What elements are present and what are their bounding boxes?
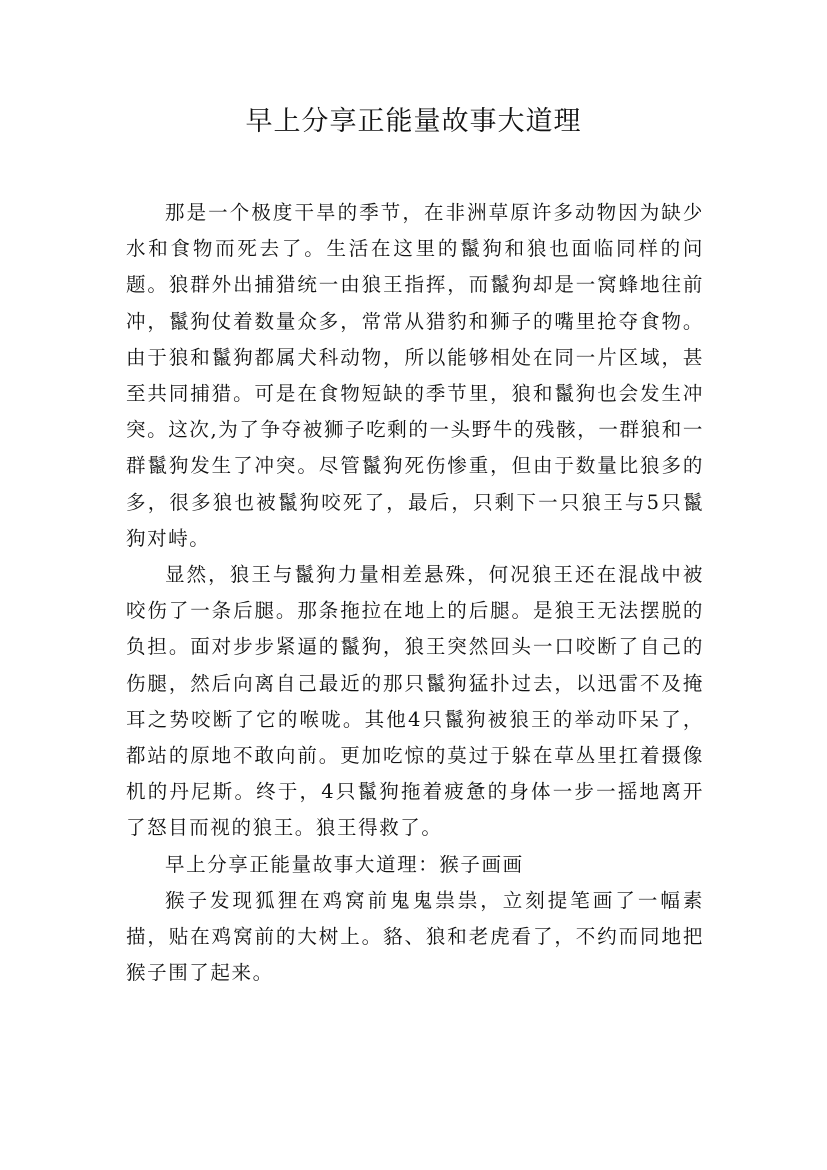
paragraph: 显然，狼王与鬣狗力量相差悬殊，何况狼王还在混战中被咬伤了一条后腿。那条拖拉在地上的后腿。是狼王无法摆脱的负担。面对步步紧逼的鬣狗，狼王突然回头一口咬断了自己的伤腿，然后向离自己最近的那只鬣狗猛扑过去，以迅雷不及掩耳之势咬断了它的喉咙。其他4只鬣狗被狼王的举动吓呆了，都站的原地不敢向前。更加吃惊的莫过于躲在草丛里扛着摄像机的丹尼斯。终于，4只鬣狗拖着疲惫的身体一步一摇地离开了怒目而视的狼王。狼王得救了。: [126, 563, 704, 840]
document-title: 早上分享正能量故事大道理: [245, 106, 582, 137]
section-heading: 早上分享正能量故事大道理：猴子画画: [165, 852, 524, 876]
document-body: [126, 195, 704, 991]
paragraph: 猴子发现狐狸在鸡窝前鬼鬼祟祟，立刻提笔画了一幅素描，贴在鸡窝前的大树上。貉、狼和老虎看了，不约而同地把猴子围了起来。: [126, 888, 704, 985]
paragraph: 那是一个极度干旱的季节，在非洲草原许多动物因为缺少水和食物而死去了。生活在这里的鬣狗和狼也面临同样的问题。狼群外出捕猎统一由狼王指挥，而鬣狗却是一窝蜂地往前冲，鬣狗仗着数量众多，常常从猎豹和狮子的嘴里抢夺食物。由于狼和鬣狗都属犬科动物，所以能够相处在同一片区域，甚至共同捕猎。可是在食物短缺的季节里，狼和鬣狗也会发生冲突。这次,为了争夺被狮子吃剩的一头野牛的残骸，一群狼和一群鬣狗发生了冲突。尽管鬣狗死伤惨重，但由于数量比狼多的多，很多狼也被鬣狗咬死了，最后，只剩下一只狼王与5只鬣狗对峙。: [126, 201, 704, 550]
